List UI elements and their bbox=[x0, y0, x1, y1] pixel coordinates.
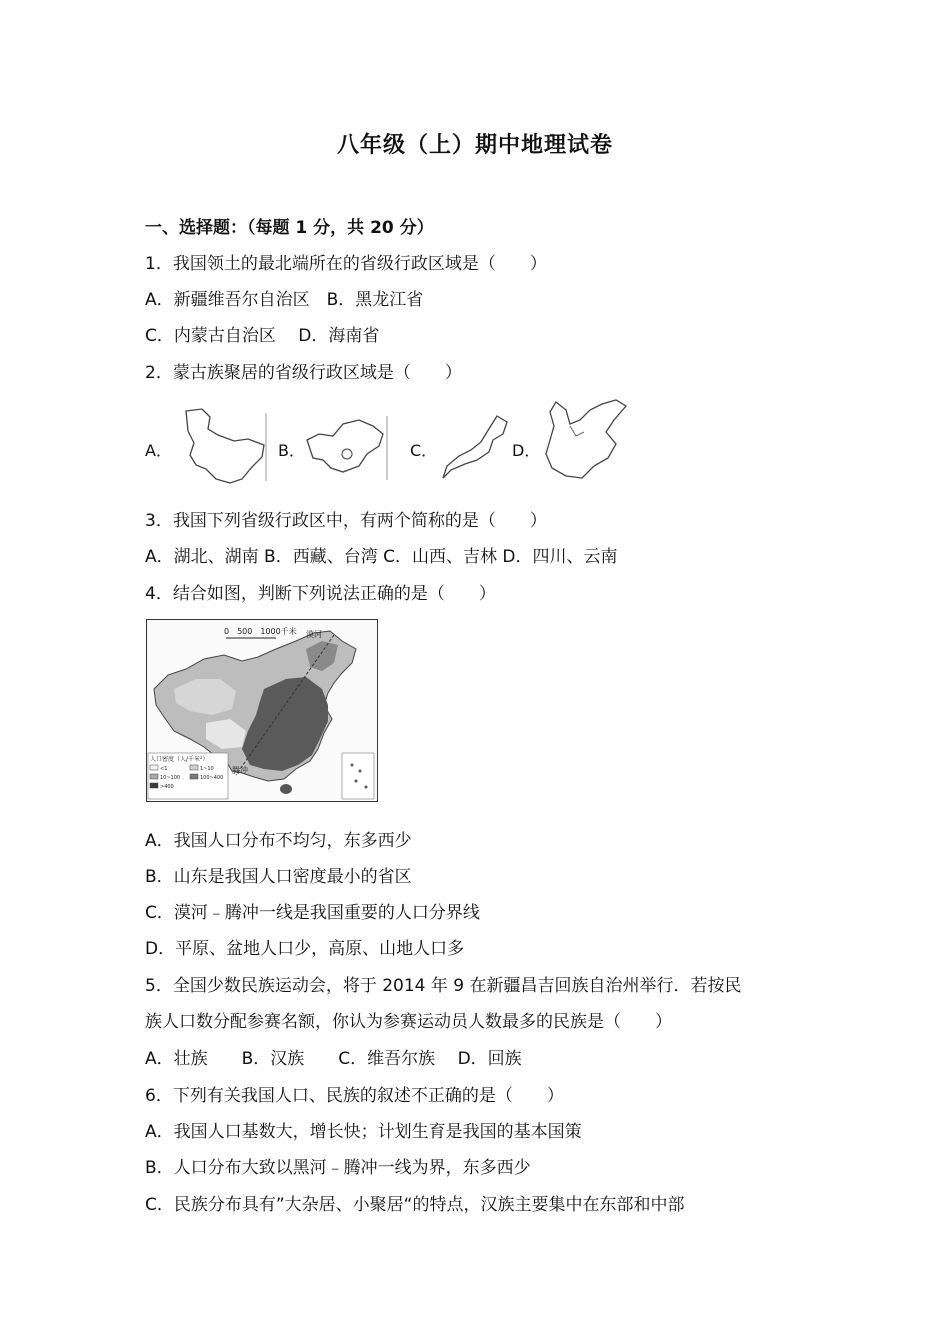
question-5-options: A．壮族 B．汉族 C．维吾尔族 D．回族 bbox=[145, 1049, 522, 1069]
province-map-d-image bbox=[540, 396, 630, 486]
question-2-stem: 2．蒙古族聚居的省级行政区域是（ ） bbox=[145, 363, 462, 383]
question-6-option-c: C．民族分布具有”大杂居、小聚居“的特点，汉族主要集中在东部和中部 bbox=[145, 1195, 685, 1215]
section-heading: 一、选择题：（每题 1 分，共 20 分） bbox=[145, 218, 434, 238]
question-4-stem: 4．结合如图，判断下列说法正确的是（ ） bbox=[145, 584, 496, 604]
map-scale-text: 0 500 1000千米 bbox=[224, 627, 297, 636]
question-4-option-c: C．漠河﹣腾冲一线是我国重要的人口分界线 bbox=[145, 903, 480, 923]
question-5-stem-line-2: 族人口数分配参赛名额，你认为参赛运动员人数最多的民族是（ ） bbox=[145, 1012, 672, 1032]
question-3-stem: 3．我国下列省级行政区中，有两个简称的是（ ） bbox=[145, 511, 547, 531]
map-legend-item: 1~10 bbox=[200, 766, 214, 772]
question-2-option-d-label: D． bbox=[512, 441, 541, 460]
question-4-option-b: B．山东是我国人口密度最小的省区 bbox=[145, 867, 412, 887]
map-legend-title: 人口密度（人/千米²） bbox=[150, 756, 209, 763]
question-2-option-b-label: B． bbox=[278, 441, 305, 460]
question-1-stem: 1．我国领土的最北端所在的省级行政区域是（ ） bbox=[145, 254, 547, 274]
question-1-options-ab: A．新疆维吾尔自治区 B．黑龙江省 bbox=[145, 290, 424, 310]
province-map-b-image bbox=[303, 410, 389, 482]
page-title: 八年级（上）期中地理试卷 bbox=[336, 133, 613, 158]
map-legend-item: <1 bbox=[160, 766, 168, 772]
map-label-mohe: 漠河 bbox=[306, 630, 322, 639]
question-6-stem: 6．下列有关我国人口、民族的叙述不正确的是（ ） bbox=[145, 1086, 564, 1106]
question-4-option-d: D．平原、盆地人口少，高原、山地人口多 bbox=[145, 939, 465, 959]
population-density-map bbox=[146, 619, 378, 802]
map-legend-item: 100~400 bbox=[200, 775, 224, 781]
question-2-option-a-label: A． bbox=[145, 441, 172, 460]
question-1-options-cd: C．内蒙古自治区 D．海南省 bbox=[145, 326, 380, 346]
question-5-stem-line-1: 5．全国少数民族运动会，将于 2014 年 9 在新疆昌吉回族自治州举行．若按民 bbox=[145, 976, 742, 996]
question-2-option-c-label: C． bbox=[410, 441, 438, 460]
question-6-option-a: A．我国人口基数大，增长快；计划生育是我国的基本国策 bbox=[145, 1122, 582, 1142]
province-map-c-image bbox=[437, 412, 513, 484]
province-map-a-image bbox=[172, 405, 268, 485]
question-6-option-b: B．人口分布大致以黑河﹣腾冲一线为界，东多西少 bbox=[145, 1158, 531, 1178]
question-4-option-a: A．我国人口分布不均匀，东多西少 bbox=[145, 831, 412, 851]
map-legend-item: 10~100 bbox=[160, 775, 181, 781]
map-label-tengchong: 腾冲 bbox=[232, 766, 248, 775]
map-legend-item: >400 bbox=[160, 784, 174, 790]
question-3-options: A．湖北、湖南 B．西藏、台湾 C．山西、吉林 D．四川、云南 bbox=[145, 547, 618, 567]
